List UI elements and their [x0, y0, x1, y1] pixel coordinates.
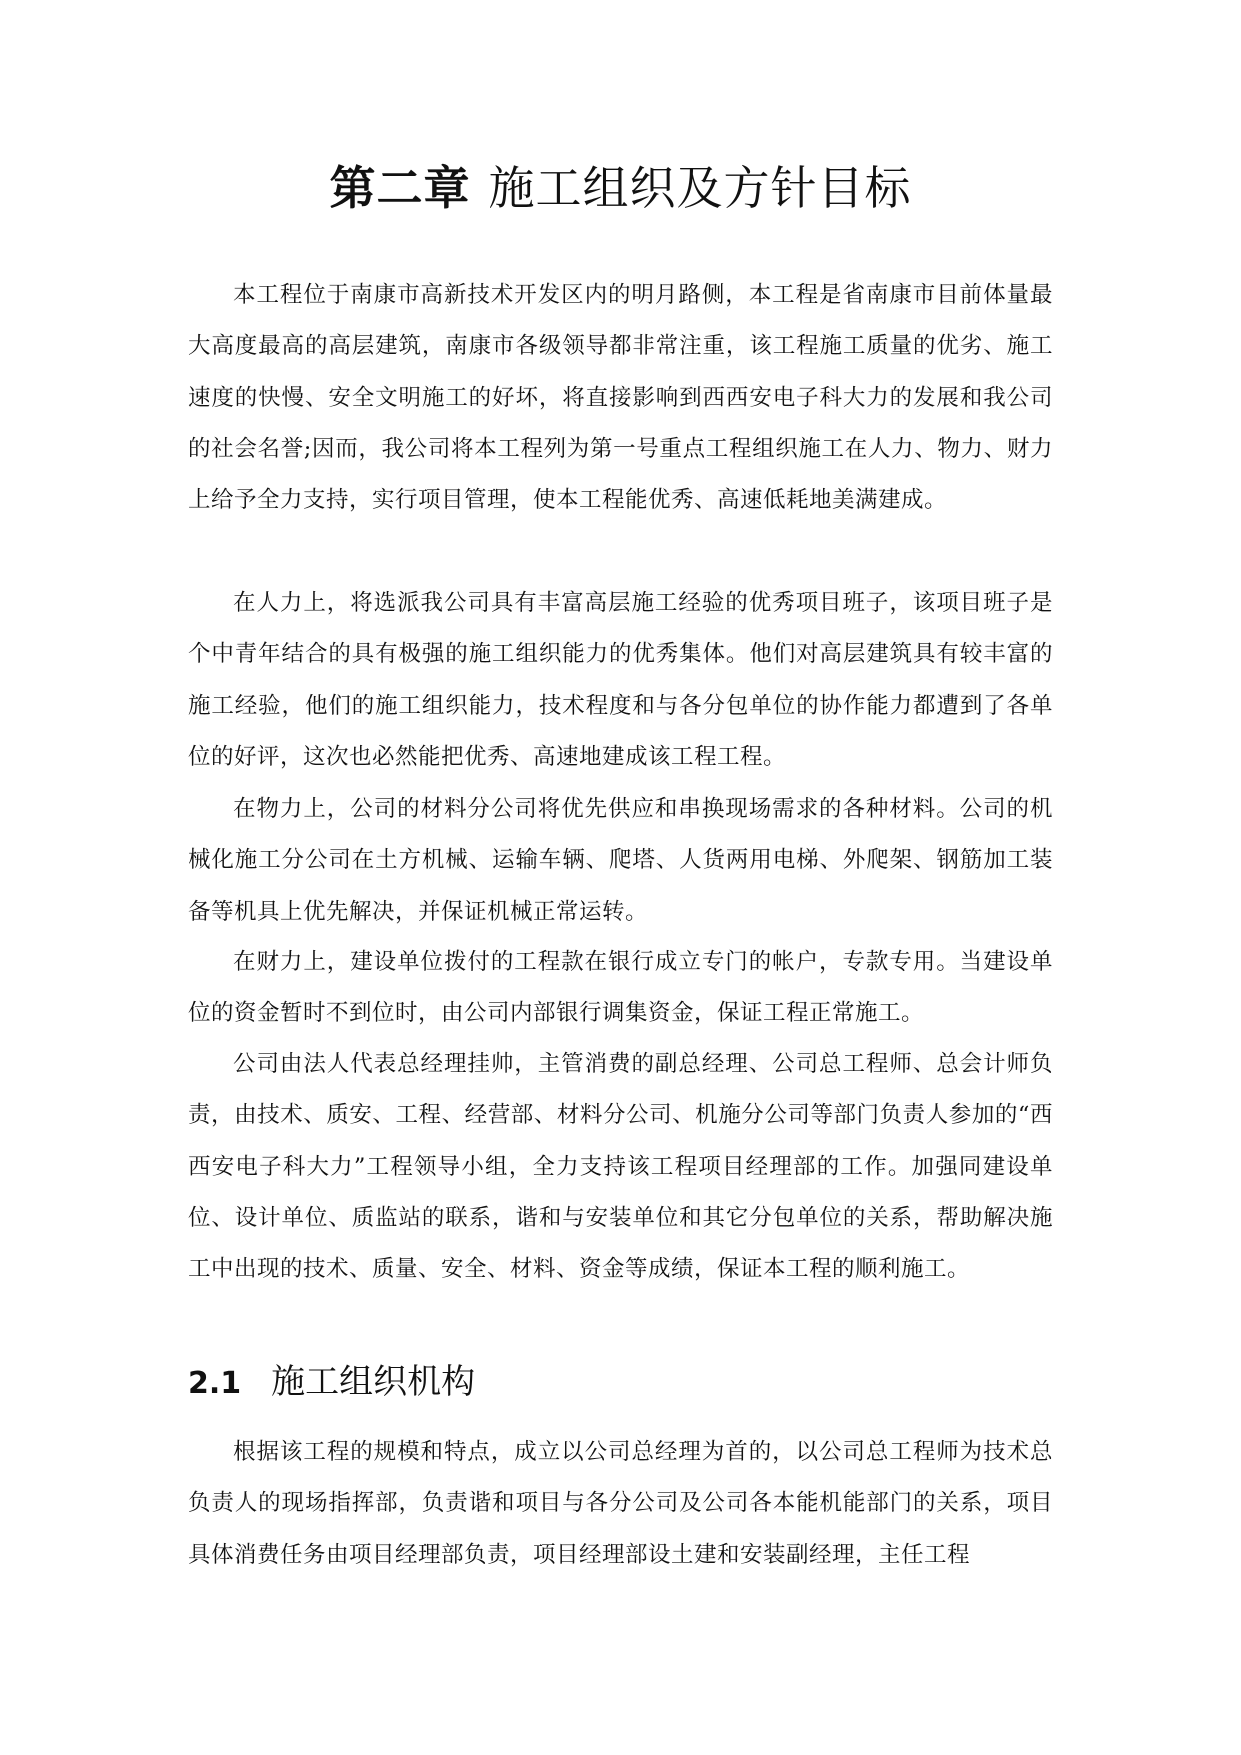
paragraph-project-overview: 本工程位于南康市高新技术开发区内的明月路侧，本工程是省南康市目前体量最大高度最高的高层建筑，南康市各级领导都非常注重，该工程施工质量的优劣、施工速度的快慢、安全文明施工的好坏，将直接影响到西西安电子科大力的发展和我公司的社会名誉;因而，我公司将本工程列为第一号重点工程组织施工在人力、物力、财力上给予全力支持，实行项目管理，使本工程能优秀、高速低耗地美满建成。: [188, 282, 1053, 514]
paragraph-finance: 在财力上，建设单位拨付的工程款在银行成立专门的帐户，专款专用。当建设单位的资金暂时不到位时，由公司内部银行调集资金，保证工程正常施工。: [188, 949, 1053, 1027]
section-title: 施工组织机构: [271, 1362, 476, 1402]
chapter-title: [0, 158, 1241, 218]
chapter-name: 施工组织及方针目标: [488, 161, 912, 215]
paragraph-organization: 根据该工程的规模和特点，成立以公司总经理为首的，以公司总工程师为技术总负责人的现场指挥部，负责谐和项目与各分公司及公司各本能机能部门的关系，项目具体消费任务由项目经理部负责，项目经理部设土建和安装副经理，主任工程: [188, 1439, 1053, 1568]
chapter-number: 第二章: [329, 161, 471, 215]
section-heading: [188, 1360, 475, 1406]
section-number: 2.1: [188, 1366, 242, 1401]
paragraph-manpower: 在人力上，将选派我公司具有丰富高层施工经验的优秀项目班子，该项目班子是个中青年结合的具有极强的施工组织能力的优秀集体。他们对高层建筑具有较丰富的施工经验，他们的施工组织能力，技术程度和与各分包单位的协作能力都遭到了各单位的好评，这次也必然能把优秀、高速地建成该工程工程。: [188, 590, 1053, 770]
paragraph-materials: 在物力上，公司的材料分公司将优先供应和串换现场需求的各种材料。公司的机械化施工分公司在土方机械、运输车辆、爬塔、人货两用电梯、外爬架、钢筋加工装备等机具上优先解决，并保证机械正常运转。: [188, 796, 1053, 925]
paragraph-leadership: 公司由法人代表总经理挂帅，主管消费的副总经理、公司总工程师、总会计师负责，由技术、质安、工程、经营部、材料分公司、机施分公司等部门负责人参加的“西西安电子科大力”工程领导小组，全力支持该工程项目经理部的工作。加强同建设单位、设计单位、质监站的联系，谐和与安装单位和其它分包单位的关系，帮助解决施工中出现的技术、质量、安全、材料、资金等成绩，保证本工程的顺利施工。: [188, 1051, 1053, 1283]
